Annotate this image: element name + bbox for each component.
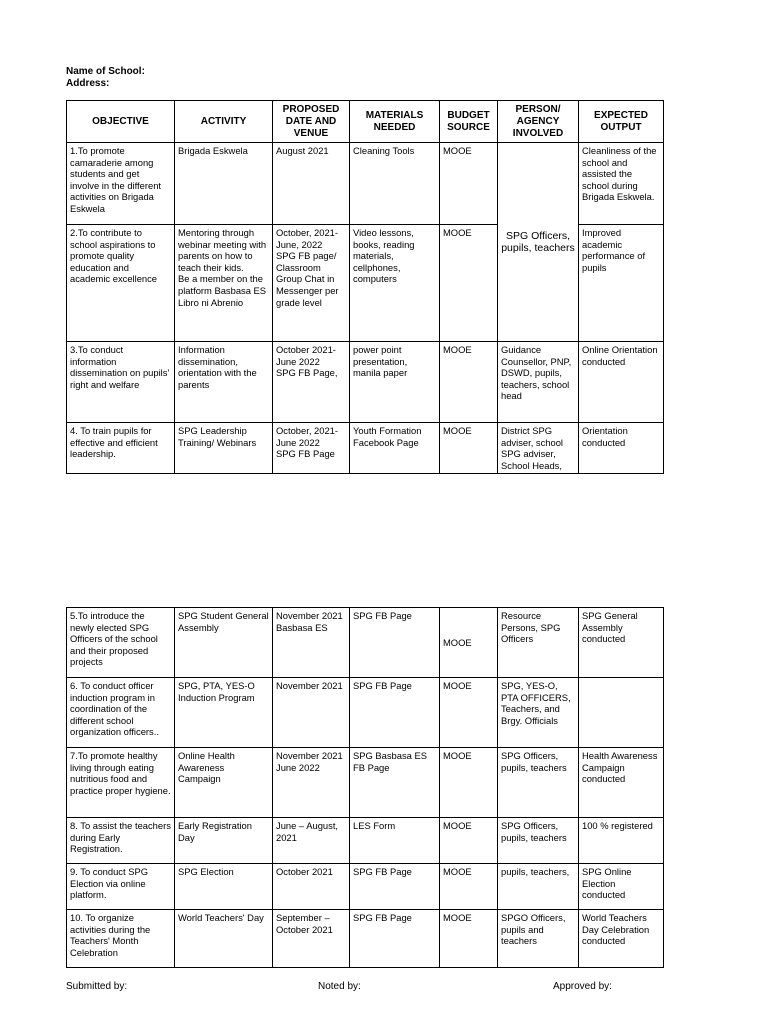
person-cell: Guidance Counsellor, PNP, DSWD, pupils, teachers, school head	[498, 342, 579, 423]
person-cell: District SPG adviser, school SPG adviser, School Heads,	[498, 423, 579, 474]
activity-cell: World Teachers' Day	[175, 910, 273, 968]
date-cell: October 2021	[273, 864, 350, 910]
date-cell: October, 2021- June, 2022 SPG FB page/ Classroom Group Chat in Messenger per grade level	[273, 225, 350, 342]
date-cell: August 2021	[273, 143, 350, 225]
table-row	[67, 608, 664, 678]
column-header-person: PERSON/ AGENCY INVOLVED	[498, 101, 579, 143]
address-label: Address:	[66, 78, 110, 89]
budget-cell: MOOE	[440, 342, 498, 423]
objective-cell: 7.To promote healthy living through eating nutritious food and practice proper hygiene.	[67, 748, 175, 818]
objective-cell: 4. To train pupils for effective and efficient leadership.	[67, 423, 175, 474]
action-plan-table-1	[66, 100, 664, 474]
table-row	[67, 910, 664, 968]
column-header-activity: ACTIVITY	[175, 101, 273, 143]
person-cell: SPG Officers, pupils, teachers	[498, 818, 579, 864]
table-row	[67, 818, 664, 864]
person-cell: Resource Persons, SPG Officers	[498, 608, 579, 678]
column-header-materials: MATERIALS NEEDED	[350, 101, 440, 143]
budget-cell: MOOE	[440, 748, 498, 818]
materials-cell: SPG FB Page	[350, 864, 440, 910]
date-cell: November 2021	[273, 678, 350, 748]
activity-cell: Brigada Eskwela	[175, 143, 273, 225]
approved-by-label: Approved by:	[553, 981, 612, 992]
output-cell: Online Orientation conducted	[579, 342, 664, 423]
output-cell: 100 % registered	[579, 818, 664, 864]
objective-cell: 5.To introduce the newly elected SPG Officers of the school and their proposed projects	[67, 608, 175, 678]
person-cell: SPG, YES-O, PTA OFFICERS, Teachers, and Brgy. Officials	[498, 678, 579, 748]
table-row	[67, 342, 664, 423]
budget-cell: MOOE	[440, 818, 498, 864]
activity-cell: SPG Student General Assembly	[175, 608, 273, 678]
objective-cell: 6. To conduct officer induction program in coordination of the different school organization officers..	[67, 678, 175, 748]
budget-cell: MOOE	[440, 864, 498, 910]
table-row	[67, 423, 664, 474]
output-cell: World Teachers Day Celebration conducted	[579, 910, 664, 968]
activity-cell: SPG Election	[175, 864, 273, 910]
activity-cell: Online Health Awareness Campaign	[175, 748, 273, 818]
budget-cell: MOOE	[440, 678, 498, 748]
materials-cell: SPG FB Page	[350, 678, 440, 748]
person-cell-merged: SPG Officers, pupils, teachers	[498, 143, 579, 342]
output-cell: SPG Online Election conducted	[579, 864, 664, 910]
output-cell: Improved academic performance of pupils	[579, 225, 664, 342]
activity-cell: Information dissemination, orientation with the parents	[175, 342, 273, 423]
output-cell: Health Awareness Campaign conducted	[579, 748, 664, 818]
budget-cell: MOOE	[440, 910, 498, 968]
budget-cell: MOOE	[440, 225, 498, 342]
noted-by-label: Noted by:	[318, 981, 361, 992]
submitted-by-label: Submitted by:	[66, 981, 128, 992]
budget-cell: MOOE	[440, 423, 498, 474]
materials-cell: Video lessons, books, reading materials, cellphones, computers	[350, 225, 440, 342]
materials-cell: Youth Formation Facebook Page	[350, 423, 440, 474]
activity-cell: Early Registration Day	[175, 818, 273, 864]
output-cell: SPG General Assembly conducted	[579, 608, 664, 678]
column-header-date: PROPOSED DATE AND VENUE	[273, 101, 350, 143]
table-row	[67, 748, 664, 818]
materials-cell: SPG FB Page	[350, 910, 440, 968]
document-header	[66, 66, 145, 90]
date-cell: November 2021 June 2022	[273, 748, 350, 818]
column-header-budget: BUDGET SOURCE	[440, 101, 498, 143]
output-cell: Orientation conducted	[579, 423, 664, 474]
materials-cell: LES Form	[350, 818, 440, 864]
materials-cell: SPG FB Page	[350, 608, 440, 678]
date-cell: September – October 2021	[273, 910, 350, 968]
column-header-objective: OBJECTIVE	[67, 101, 175, 143]
column-header-output: EXPECTED OUTPUT	[579, 101, 664, 143]
objective-cell: 1.To promote camaraderie among students and get involve in the different activities on Brigada Eskwela	[67, 143, 175, 225]
objective-cell: 8. To assist the teachers during Early Registration.	[67, 818, 175, 864]
objective-cell: 10. To organize activities during the Teachers' Month Celebration	[67, 910, 175, 968]
activity-cell: Mentoring through webinar meeting with parents on how to teach their kids. Be a member on the platform Basbasa ES Libro ni Abrenio	[175, 225, 273, 342]
table-row	[67, 864, 664, 910]
person-cell: SPGO Officers, pupils and teachers	[498, 910, 579, 968]
person-cell: SPG Officers, pupils, teachers	[498, 748, 579, 818]
date-cell: October 2021- June 2022 SPG FB Page,	[273, 342, 350, 423]
table-header-row	[67, 101, 664, 143]
table-row	[67, 678, 664, 748]
objective-cell: 3.To conduct information dissemination on pupils' right and welfare	[67, 342, 175, 423]
output-cell	[579, 678, 664, 748]
objective-cell: 2.To contribute to school aspirations to promote quality education and academic excellence	[67, 225, 175, 342]
budget-cell: MOOE	[440, 608, 498, 678]
action-plan-table-2	[66, 607, 664, 968]
materials-cell: power point presentation, manila paper	[350, 342, 440, 423]
activity-cell: SPG Leadership Training/ Webinars	[175, 423, 273, 474]
date-cell: November 2021 Basbasa ES	[273, 608, 350, 678]
date-cell: October, 2021- June 2022 SPG FB Page	[273, 423, 350, 474]
date-cell: June – August, 2021	[273, 818, 350, 864]
materials-cell: SPG Basbasa ES FB Page	[350, 748, 440, 818]
objective-cell: 9. To conduct SPG Election via online platform.	[67, 864, 175, 910]
school-name-label: Name of School:	[66, 66, 145, 77]
table-row	[67, 143, 664, 225]
person-cell: pupils, teachers,	[498, 864, 579, 910]
activity-cell: SPG, PTA, YES-O Induction Program	[175, 678, 273, 748]
output-cell: Cleanliness of the school and assisted the school during Brigada Eskwela.	[579, 143, 664, 225]
budget-cell: MOOE	[440, 143, 498, 225]
materials-cell: Cleaning Tools	[350, 143, 440, 225]
